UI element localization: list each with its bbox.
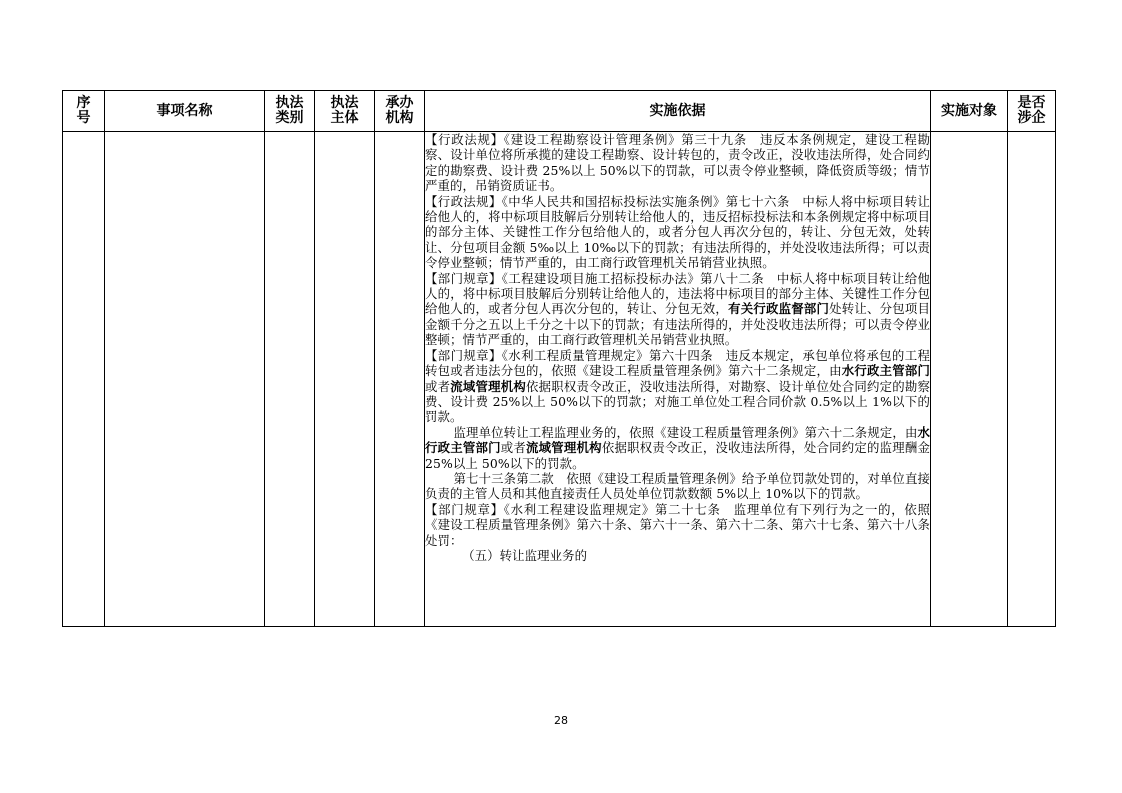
basis-paragraph: [425, 425, 930, 471]
basis-emphasis: 有关行政监督部门: [728, 301, 830, 317]
basis-emphasis: 流域管理机构: [526, 440, 602, 456]
header-enterprise: 是否涉企: [1008, 91, 1056, 132]
basis-text: 【行政法规】《中华人民共和国招标投标法实施条例》第七十六条 中标人将中标项目转让给他人的，将中标项目肢解后分别转让给他人的，违反招标投标法和本条例规定将中标项目的部分主体、关键性工作分包给他人的，或者分包人再次分包的，转让、分包无效，处转让、分包项目金额 5‰以上 10‰以下的罚款；有违法所得的，并处没收违法所得；可以责令停业整顿；情节严重的，由工商行政管理机关吊销营业执照。: [425, 193, 930, 271]
basis-text: 第七十三条第二款 依照《建设工程质量管理条例》给予单位罚款处罚的，对单位直接负责的主管人员和其他直接责任人员处单位罚款数额 5%以上 10%以下的罚款。: [425, 470, 930, 502]
enforcement-table: [62, 90, 1056, 627]
basis-paragraph: [425, 348, 930, 425]
cell-subject: [315, 132, 375, 627]
basis-text: 【部门规章】《水利工程质量管理规定》第六十四条 违反本规定，承包单位将承包的工程转包或者违法分包的，依照《建设工程质量管理条例》第六十二条规定，由: [425, 347, 930, 379]
header-target: 实施对象: [931, 91, 1008, 132]
basis-text: 【部门规章】《水利工程建设监理规定》第二十七条 监理单位有下列行为之一的，依照《建设工程质量管理条例》第六十条、第六十一条、第六十二条、第六十七条、第六十八条处罚：: [425, 501, 930, 548]
basis-emphasis: 水行政主管部门: [841, 363, 930, 379]
basis-emphasis: 流域管理机构: [450, 378, 527, 394]
basis-paragraph: [425, 548, 930, 563]
basis-text: 或者: [425, 378, 451, 394]
basis-paragraph: [425, 194, 930, 271]
basis-text: 处转让、分包项目金额千分之五以上千分之十以下的罚款；有违法所得的，并处没收违法所得；可以责令停业整顿；情节严重的，由工商行政管理机关吊销营业执照。: [425, 301, 930, 348]
cell-basis: [425, 132, 931, 627]
basis-text: 【部门规章】《工程建设项目施工招标投标办法》第八十二条 中标人将中标项目转让给他人的，将中标项目肢解后分别转让给他人的，违法将中标项目的部分主体、关键性工作分包给他人的，或者分包人再次分包的，转让、分包无效，: [425, 270, 930, 317]
basis-text: 依据职权责令改正，没收违法所得，对勘察、设计单位处合同约定的勘察费、设计费 25%以上 50%以下的罚款；对施工单位处工程合同价款 0.5%以上 1%以下的罚款。: [425, 378, 931, 425]
cell-seq: [63, 132, 105, 627]
cell-type: [265, 132, 315, 627]
cell-org: [375, 132, 425, 627]
basis-paragraph: [425, 132, 930, 194]
header-basis: 实施依据: [425, 91, 931, 132]
header-seq: 序号: [63, 91, 105, 132]
cell-name: [105, 132, 265, 627]
basis-emphasis: 水行政主管部门: [425, 424, 930, 456]
header-row: [63, 91, 1056, 132]
header-org: 承办机构: [375, 91, 425, 132]
cell-target: [931, 132, 1008, 627]
basis-text: （五）转让监理业务的: [462, 547, 588, 563]
header-subject: 执法主体: [315, 91, 375, 132]
basis-text: 依据职权责令改正，没收违法所得，处合同约定的监理酬金 25%以上 50%以下的罚款。: [425, 440, 931, 471]
header-name: 事项名称: [105, 91, 265, 132]
table-row: [63, 132, 1056, 627]
basis-text: 或者: [500, 440, 527, 456]
page-number: 28: [554, 714, 568, 727]
basis-paragraph: [425, 471, 930, 502]
cell-enterprise: [1008, 132, 1056, 627]
header-type: 执法类别: [265, 91, 315, 132]
basis-text: 【行政法规】《建设工程勘察设计管理条例》第三十九条 违反本条例规定，建设工程勘察、设计单位将所承揽的建设工程勘察、设计转包的，责令改正，没收违法所得，处合同约定的勘察费、设计费 25%以上 50%以下的罚款，可以责令停业整顿，降低资质等级；情节严重的，吊销资质证书。: [425, 132, 930, 194]
basis-paragraph: [425, 271, 930, 348]
basis-paragraph: [425, 502, 930, 548]
basis-text: 监理单位转让工程监理业务的，依照《建设工程质量管理条例》第六十二条规定，由: [453, 424, 918, 440]
